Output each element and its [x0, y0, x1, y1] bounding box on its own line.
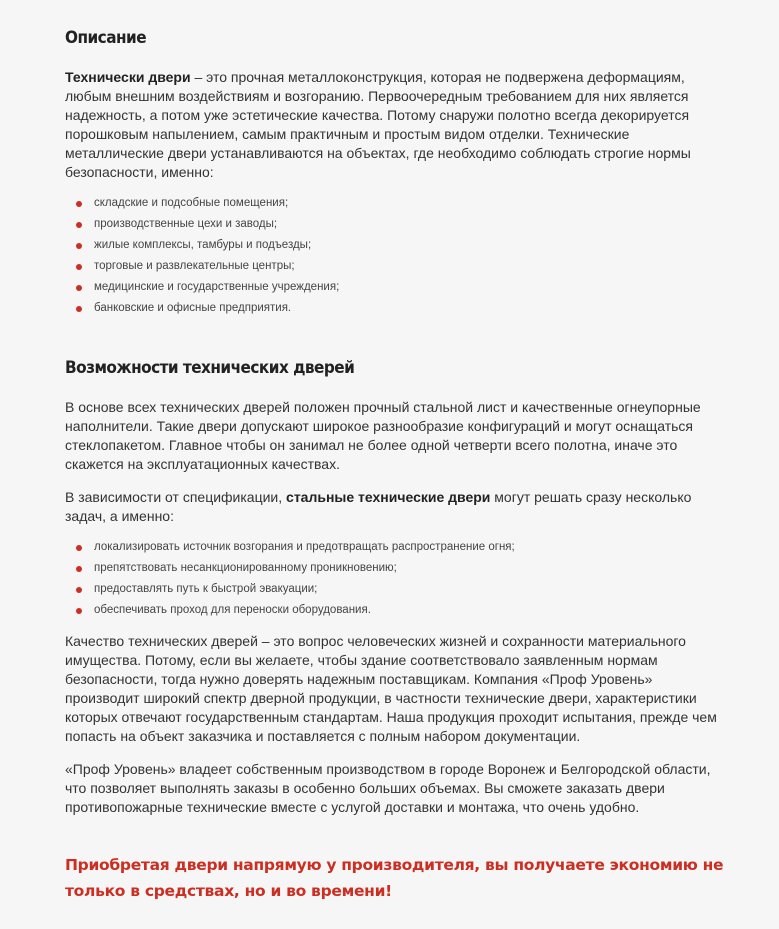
bullet-icon: [76, 545, 82, 551]
bullet-icon: [76, 306, 82, 312]
possibilities-paragraph-2: В зависимости от спецификации, стальные технические двери могут решать сразу несколько задач, а именно:: [65, 489, 692, 524]
list-item: предоставлять путь к быстрой эвакуации;: [76, 579, 515, 600]
intro-text: – это прочная металлоконструкция, которая не подвержена деформациям, любым внешним воздействиям и возгоранию. Первоочередным требованием для них является надежность, а потом уже эстетические качества. Потому снаружи полотно всегда декорируется порошковым напылением, самым практичным и простым видом отделки. Технические металлические двери устанавливаются на объектах, где необходимо соблюдать строгие нормы безопасности, именно:: [65, 69, 691, 180]
bullet-icon: [76, 587, 82, 593]
possibilities-heading: Возможности технических дверей: [65, 358, 355, 378]
bullet-icon: [76, 222, 82, 228]
possibilities-paragraph-4: «Проф Уровень» владеет собственным производством в городе Воронеж и Белгородской области, что позволяет выполнять заказы в особенно больших объемах. Вы сможете заказать двери противопожарные технические вместе с услугой доставки и монтажа, что очень удобно.: [65, 761, 711, 815]
call-to-action: Приобретая двери напрямую у производителя, вы получаете экономию не только в средствах, но и во времени!: [65, 856, 724, 900]
bullet-icon: [76, 264, 82, 270]
list-item: обеспечивать проход для переноски оборудования.: [76, 600, 515, 621]
list-item: складские и подсобные помещения;: [76, 193, 339, 214]
description-heading: Описание: [65, 28, 147, 48]
bullet-icon: [76, 243, 82, 249]
list-item: медицинские и государственные учреждения;: [76, 277, 339, 298]
possibilities-paragraph-1: В основе всех технических дверей положен прочный стальной лист и качественные огнеупорные наполнители. Такие двери допускают широкое разнообразие конфигураций и могут оснащаться стеклопакетом. Главное чтобы он занимал не более одной четверти всего полотна, иначе это скажется на эксплуатационных качествах.: [65, 399, 701, 472]
bullet-icon: [76, 201, 82, 207]
possibilities-paragraph-3: Качество технических дверей – это вопрос человеческих жизней и сохранности материального имущества. Потому, если вы желаете, чтобы здание соответствовало заявленным нормам безопасности, тогда нужно доверять надежным поставщикам. Компания «Проф Уровень» производит широкий спектр дверной продукции, в частности технические двери, характеристики которых отвечают государственным стандартам. Наша продукция проходит испытания, прежде чем попасть на объект заказчика и поставляется с полным набором документации.: [65, 633, 717, 744]
list-item: локализировать источник возгорания и предотвращать распространение огня;: [76, 537, 515, 558]
list-item: жилые комплексы, тамбуры и подъезды;: [76, 235, 339, 256]
tasks-list: [76, 537, 515, 621]
bullet-icon: [76, 285, 82, 291]
intro-bold-term: Технически двери: [65, 69, 191, 85]
description-intro: [65, 68, 725, 182]
list-item: производственные цехи и заводы;: [76, 214, 339, 235]
steel-doors-term: стальные технические двери: [286, 489, 491, 505]
bullet-icon: [76, 566, 82, 572]
list-item: торговые и развлекательные центры;: [76, 256, 339, 277]
list-item: банковские и офисные предприятия.: [76, 298, 339, 319]
list-item: препятствовать несанкционированному проникновению;: [76, 558, 515, 579]
objects-list: [76, 193, 339, 319]
bullet-icon: [76, 608, 82, 614]
